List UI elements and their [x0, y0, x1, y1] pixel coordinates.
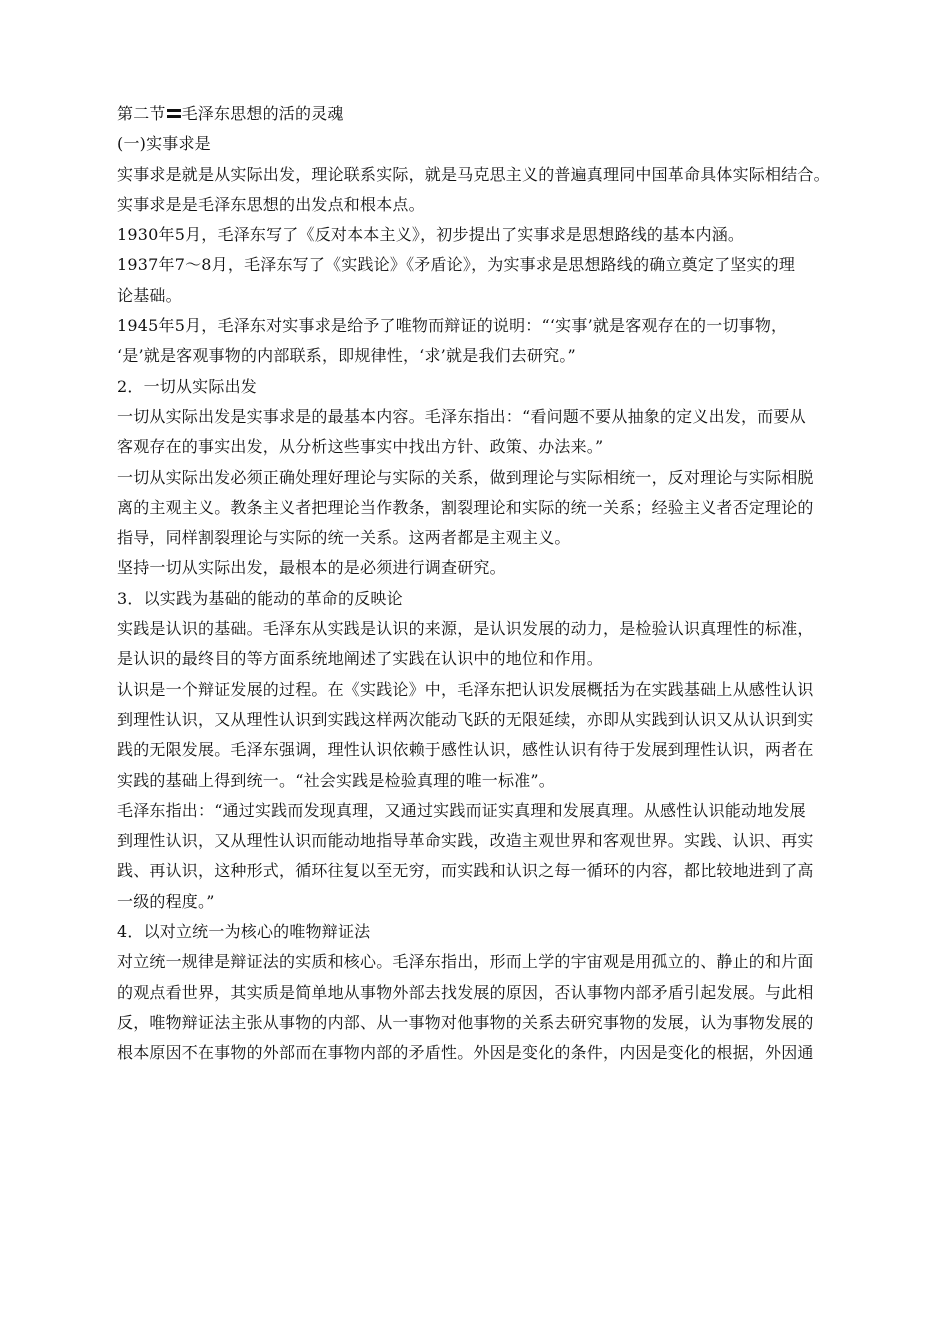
subheading-2: 2．一切从实际出发 [117, 376, 257, 396]
paragraph-line: 践的无限发展。毛泽东强调，理性认识依赖于感性认识，感性认识有待于发展到理性认识，两者在 [117, 740, 814, 760]
paragraph-line: ‘是’就是客观事物的内部联系，即规律性，‘求’就是我们去研究。” [117, 346, 576, 366]
double-bar-mark [167, 109, 181, 118]
subheading-shishiqiushi: (一)实事求是 [117, 134, 211, 154]
paragraph-line: 对立统一规律是辩证法的实质和核心。毛泽东指出，形而上学的宇宙观是用孤立的、静止的和片面 [117, 952, 814, 972]
section-heading [117, 99, 842, 129]
paragraph-line: 离的主观主义。教条主义者把理论当作教条，割裂理论和实际的统一关系；经验主义者否定理论的 [117, 497, 814, 517]
paragraph-line: 论基础。 [117, 285, 182, 305]
paragraph-line: 是认识的最终目的等方面系统地阐述了实践在认识中的地位和作用。 [117, 649, 604, 669]
paragraph-line: 1930年5月，毛泽东写了《反对本本主义》，初步提出了实事求是思想路线的基本内涵。 [117, 225, 745, 245]
paragraph-line: 一级的程度。” [117, 891, 215, 911]
paragraph-line: 实事求是是毛泽东思想的出发点和根本点。 [117, 194, 425, 214]
paragraph-line: 到理性认识，又从理性认识到实践这样两次能动飞跃的无限延续，亦即从实践到认识又从认识到实 [117, 709, 814, 729]
paragraph-line: 一切从实际出发是实事求是的最基本内容。毛泽东指出：“看问题不要从抽象的定义出发，而要从 [117, 406, 806, 426]
subheading-4: 4．以对立统一为核心的唯物辩证法 [117, 922, 371, 942]
subheading-3: 3．以实践为基础的能动的革命的反映论 [117, 588, 403, 608]
paragraph-line: 践、再认识，这种形式，循环往复以至无穷，而实践和认识之每一循环的内容，都比较地进到了高 [117, 861, 814, 881]
paragraph-line: 指导，同样割裂理论与实际的统一关系。这两者都是主观主义。 [117, 528, 571, 548]
section-heading-prefix: 第二节 [117, 104, 166, 123]
paragraph-line: 1937年7～8月，毛泽东写了《实践论》《矛盾论》，为实事求是思想路线的确立奠定了坚实的理 [117, 255, 796, 275]
paragraph-line: 到理性认识，又从理性认识而能动地指导革命实践，改造主观世界和客观世界。实践、认识、再实 [117, 831, 814, 851]
paragraph-line: 实践的基础上得到统一。“社会实践是检验真理的唯一标准”。 [117, 770, 555, 790]
paragraph-line: 实践是认识的基础。毛泽东从实践是认识的来源，是认识发展的动力，是检验认识真理性的标准， [117, 619, 814, 639]
paragraph-line: 反，唯物辩证法主张从事物的内部、从一事物对他事物的关系去研究事物的发展，认为事物发展的 [117, 1012, 814, 1032]
paragraph-line: 客观存在的事实出发，从分析这些事实中找出方针、政策、办法来。” [117, 437, 604, 457]
paragraph-line: 的观点看世界，其实质是简单地从事物外部去找发展的原因，否认事物内部矛盾引起发展。与此相 [117, 982, 814, 1002]
paragraph-line: 1945年5月，毛泽东对实事求是给予了唯物而辩证的说明：“‘实事’就是客观存在的一切事物， [117, 316, 788, 336]
paragraph-line: 一切从实际出发必须正确处理好理论与实际的关系，做到理论与实际相统一，反对理论与实际相脱 [117, 467, 814, 487]
document-body [117, 99, 842, 1069]
paragraph-line: 毛泽东指出：“通过实践而发现真理，又通过实践而证实真理和发展真理。从感性认识能动地发展 [117, 800, 806, 820]
paragraph-line: 根本原因不在事物的外部而在事物内部的矛盾性。外因是变化的条件，内因是变化的根据，外因通 [117, 1043, 814, 1063]
paragraph-line: 认识是一个辩证发展的过程。在《实践论》中，毛泽东把认识发展概括为在实践基础上从感性认识 [117, 679, 814, 699]
section-heading-title: 毛泽东思想的活的灵魂 [181, 104, 344, 123]
paragraph-line: 坚持一切从实际出发，最根本的是必须进行调查研究。 [117, 558, 506, 578]
paragraph-line: 实事求是就是从实际出发，理论联系实际，就是马克思主义的普遍真理同中国革命具体实际相结合。 [117, 164, 830, 184]
